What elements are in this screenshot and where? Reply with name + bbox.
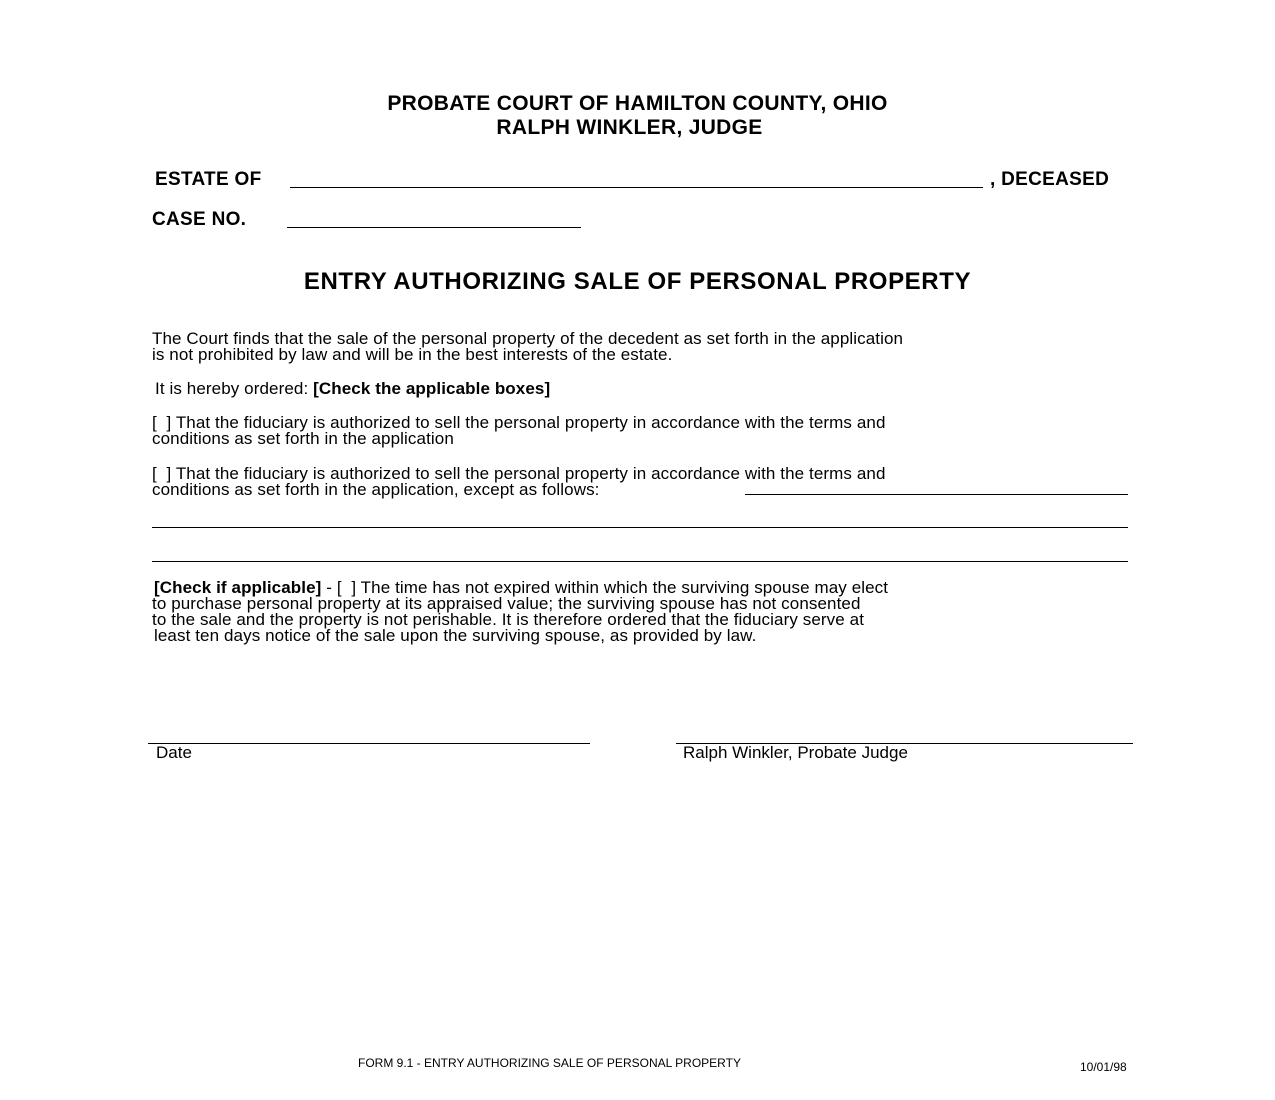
case-number-label: CASE NO. — [152, 209, 247, 230]
spouse-text-line-2: to purchase personal property at its appraised value; the surviving spouse has not consented — [152, 594, 861, 613]
footer-revision-date: 10/01/98 — [1080, 1060, 1127, 1074]
spouse-checkbox[interactable]: [ ] — [336, 578, 357, 597]
option-1-checkbox[interactable]: [ ] — [152, 413, 172, 432]
court-name: PROBATE COURT OF HAMILTON COUNTY, OHIO — [387, 92, 888, 115]
order-check-instruction: [Check the applicable boxes] — [313, 379, 551, 398]
deceased-label: , DECEASED — [990, 169, 1110, 190]
case-number-field[interactable] — [287, 210, 581, 228]
court-header — [0, 92, 1275, 140]
estate-label: ESTATE OF — [155, 169, 262, 190]
order-instruction — [155, 381, 550, 397]
estate-name-field[interactable] — [290, 170, 983, 188]
finding-line-1: The Court finds that the sale of the personal property of the decedent as set forth in the application — [152, 329, 904, 348]
spouse-clause — [154, 580, 888, 644]
order-intro: It is hereby ordered: — [155, 379, 314, 398]
option-1-text-line-1: That the fiduciary is authorized to sell the personal property in accordance with the terms and — [171, 413, 886, 432]
court-finding — [152, 331, 903, 363]
exceptions-field-line-2[interactable] — [152, 512, 1128, 528]
judge-signature-line[interactable] — [676, 728, 1133, 744]
date-signature-line[interactable] — [148, 728, 590, 744]
option-2-text-line-2: conditions as set forth in the application, except as follows: — [152, 480, 600, 499]
spouse-text-line-4: least ten days notice of the sale upon the surviving spouse, as provided by law. — [154, 626, 757, 645]
exceptions-field-line-3[interactable] — [152, 546, 1128, 562]
spouse-text-line-3: to the sale and the property is not perishable. It is therefore ordered that the fiduciary serve at — [152, 610, 865, 629]
spouse-separator: - — [321, 578, 337, 597]
judge-name: RALPH WINKLER, JUDGE — [496, 116, 763, 139]
exceptions-field-line-1[interactable] — [745, 479, 1128, 495]
option-2-checkbox[interactable]: [ ] — [152, 464, 172, 483]
spouse-check-label: [Check if applicable] — [154, 578, 322, 597]
option-2-text-line-1: That the fiduciary is authorized to sell the personal property in accordance with the terms and — [171, 464, 886, 483]
footer-form-name: FORM 9.1 - ENTRY AUTHORIZING SALE OF PERSONAL PROPERTY — [358, 1056, 741, 1070]
form-title: ENTRY AUTHORIZING SALE OF PERSONAL PROPERTY — [303, 268, 972, 295]
option-1-text-line-2: conditions as set forth in the application — [152, 429, 454, 448]
spouse-text-line-1: The time has not expired within which the surviving spouse may elect — [356, 578, 889, 597]
judge-signature-label: Ralph Winkler, Probate Judge — [683, 743, 908, 762]
finding-line-2: is not prohibited by law and will be in the best interests of the estate. — [152, 345, 673, 364]
date-label: Date — [156, 743, 192, 762]
option-1 — [152, 415, 886, 447]
